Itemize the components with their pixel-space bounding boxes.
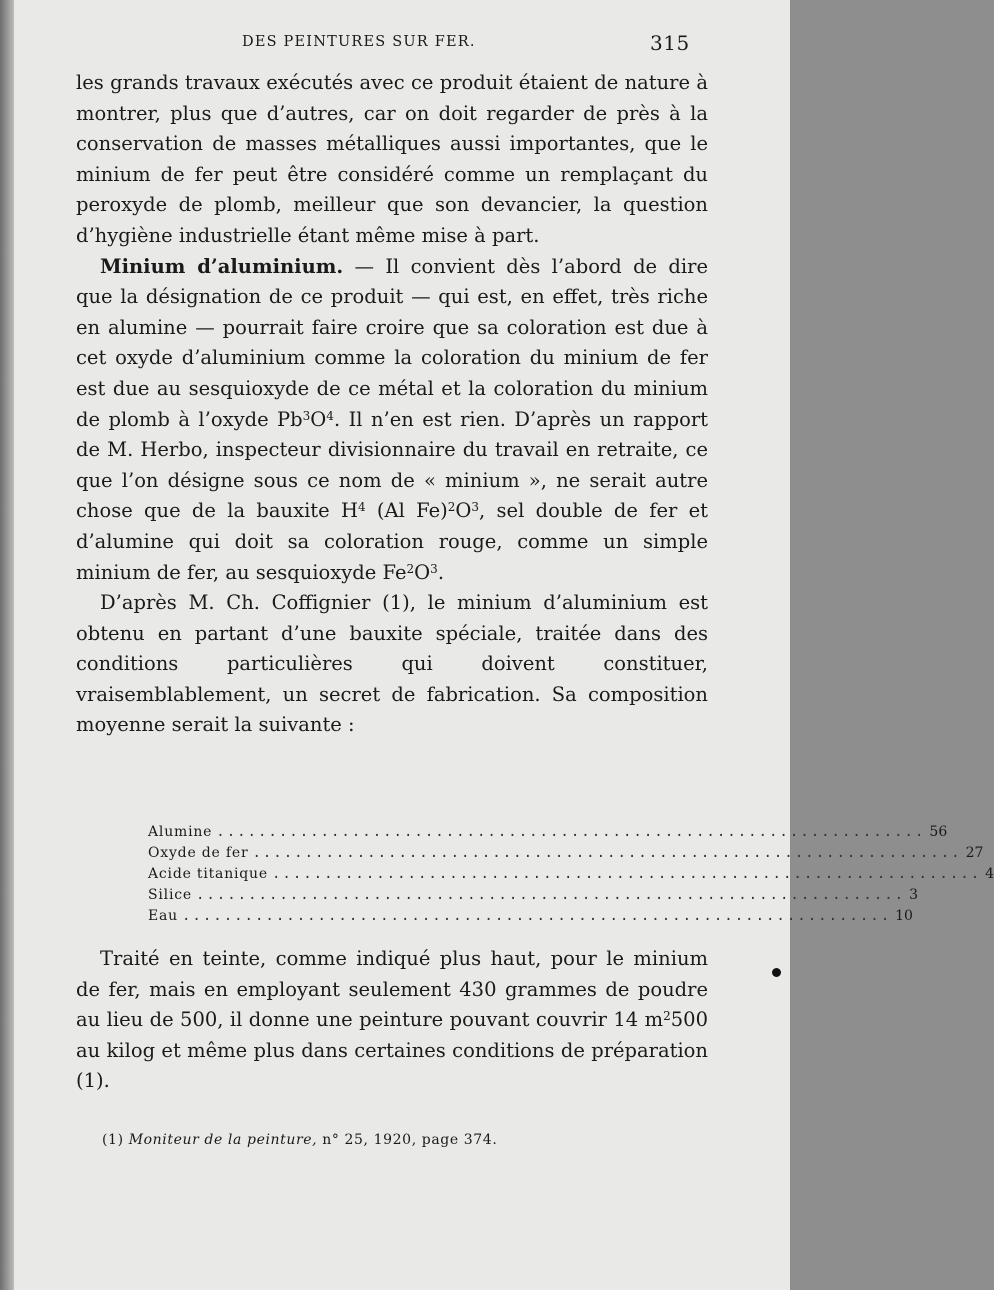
ink-speck	[772, 968, 781, 977]
composition-value: 56	[929, 824, 948, 840]
page-number: 315	[650, 31, 690, 55]
composition-value: 10	[895, 908, 913, 924]
composition-label: Oxyde de fer	[148, 845, 249, 861]
leader-dots: ....................................................................	[216, 824, 926, 840]
footnote-details: n° 25, 1920, page 374.	[322, 1132, 498, 1148]
table-row	[148, 864, 994, 885]
main-text	[76, 68, 708, 741]
paragraph-coffignier: D’après M. Ch. Coffignier (1), le minium d’aluminium est obtenu en partant d’une bauxite spéciale, traitée dans des conditions particulières qui doivent constituer, vraisemblablement, un secret de fabrication. Sa composition moyenne serait la suivante :	[76, 591, 708, 737]
running-head	[14, 31, 790, 58]
composition-label: Silice	[148, 887, 192, 903]
footnote-marker: (1)	[102, 1132, 124, 1148]
table-row	[148, 906, 913, 927]
composition-value: 3	[909, 887, 919, 903]
table-row	[148, 843, 984, 864]
leader-dots: ....................................................................	[181, 908, 892, 924]
composition-table	[148, 822, 994, 927]
closing-text	[76, 944, 708, 1097]
composition-label: Acide titanique	[148, 866, 268, 882]
page-edge-shadow	[0, 0, 14, 1290]
paragraph-continuation: les grands travaux exécutés avec ce produit étaient de nature à montrer, plus que d’autres, car on doit regarder de près à la conservation de masses métalliques aussi importantes, que le minium de fer peut être considéré comme un remplaçant du peroxyde de plomb, meilleur que son devancier, la question d’hygiène industrielle étant même mise à part.	[76, 71, 708, 247]
composition-value: 4	[985, 866, 994, 882]
footnote	[102, 1132, 497, 1148]
composition-value: 27	[965, 845, 984, 861]
running-title: DES PEINTURES SUR FER.	[242, 34, 476, 50]
leader-dots: ....................................................................	[195, 887, 906, 903]
book-page	[14, 0, 994, 1290]
leader-dots: ....................................................................	[252, 845, 962, 861]
footnote-journal: Moniteur de la peinture,	[128, 1132, 318, 1148]
table-row	[148, 885, 919, 906]
table-row	[148, 822, 948, 843]
section-heading: Minium d’aluminium.	[100, 254, 344, 278]
composition-label: Alumine	[148, 824, 213, 840]
composition-label: Eau	[148, 908, 178, 924]
paragraph-minium-aluminium: Minium d’aluminium. — Il convient dès l’abord de dire que la désignation de ce produit — qui est, en effet, très riche en alumine — pourrait faire croire que sa coloration est due à cet oxyde d’aluminium comme la coloration du minium de fer est due au sesquioxyde de ce métal et la coloration du minium de plomb à l’oxyde $Pb^3O^4$. Il n’en est rien. D’après un rapport de M. Herbo, inspecteur divisionnaire du travail en retraite, ce que l’on désigne sous ce nom de « minium », ne serait autre chose que de la bauxite $H^4$ (Al $Fe)^2O^3$, sel double de fer et d’alumine qui doit sa coloration rouge, comme un simple minium de fer, au sesquioxyde $Fe^2O^3$.	[76, 254, 708, 584]
leader-dots: ....................................................................	[271, 866, 982, 882]
paragraph-traite-en-teinte: Traité en teinte, comme indiqué plus haut, pour le minium de fer, mais en employant seulement 430 grammes de poudre au lieu de 500, il donne une peinture pouvant couvrir 14 $m^2500$ au kilog et même plus dans certaines conditions de préparation (1).	[76, 947, 708, 1093]
